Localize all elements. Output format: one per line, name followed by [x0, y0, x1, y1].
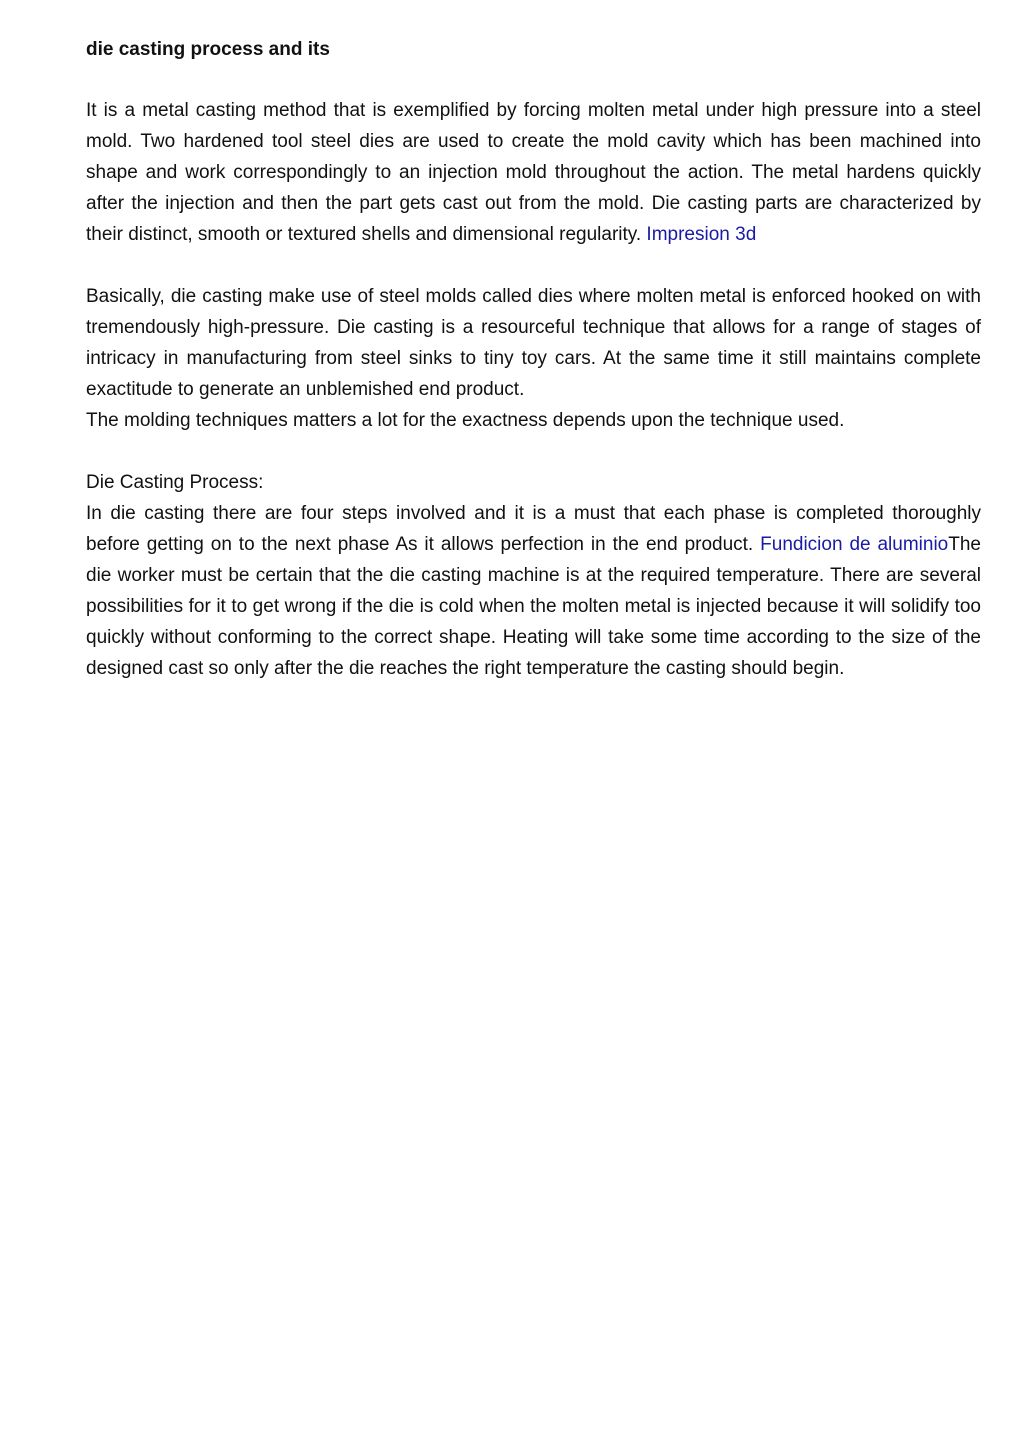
section-heading-text: Die Casting Process:: [86, 472, 264, 493]
document-page: [86, 36, 981, 684]
paragraph-4-text-after-link: The die worker must be certain that the die casting machine is at the required temperature. There are several possibilities for it to get wrong if the die is cold when the molten metal is injected because it will solidify too quickly without conforming to the correct shape. Heating will take some time according to the size of the designed cast so only after the die reaches the right temperature the casting should begin.: [86, 534, 981, 679]
spacer: [86, 436, 981, 467]
paragraph-1-text: It is a metal casting method that is exemplified by forcing molten metal under high pressure into a steel mold. Two hardened tool steel dies are used to create the mold cavity which has been machined into shape and work correspondingly to an injection mold throughout the action. The metal hardens quickly after the injection and then the part gets cast out from the mold. Die casting parts are characterized by their distinct, smooth or textured shells and dimensional regularity.: [86, 100, 981, 245]
document-title: die casting process and its: [86, 39, 330, 60]
paragraph-2-text: Basically, die casting make use of steel molds called dies where molten metal is enforced hooked on with tremendously high-pressure. Die casting is a resourceful technique that allows for a range of stages of intricacy in manufacturing from steel sinks to tiny toy cars. At the same time it still maintains complete exactitude to generate an unblemished end product.: [86, 286, 981, 400]
impresion-3d-link[interactable]: Impresion 3d: [646, 224, 757, 245]
fundicion-de-aluminio-link[interactable]: Fundicion de aluminio: [760, 534, 949, 555]
paragraph-3: [86, 405, 981, 436]
section-heading: [86, 467, 981, 498]
spacer: [86, 64, 981, 95]
spacer: [86, 250, 981, 281]
paragraph-4-text-before-link: In die casting there are four steps involved and it is a must that each phase is completed thoroughly before getting on to the next phase As it allows perfection in the end product.: [86, 503, 981, 555]
paragraph-4: [86, 498, 981, 684]
paragraph-2: [86, 281, 981, 405]
paragraph-1: [86, 95, 981, 250]
paragraph-3-text: The molding techniques matters a lot for the exactness depends upon the technique used.: [86, 410, 845, 431]
